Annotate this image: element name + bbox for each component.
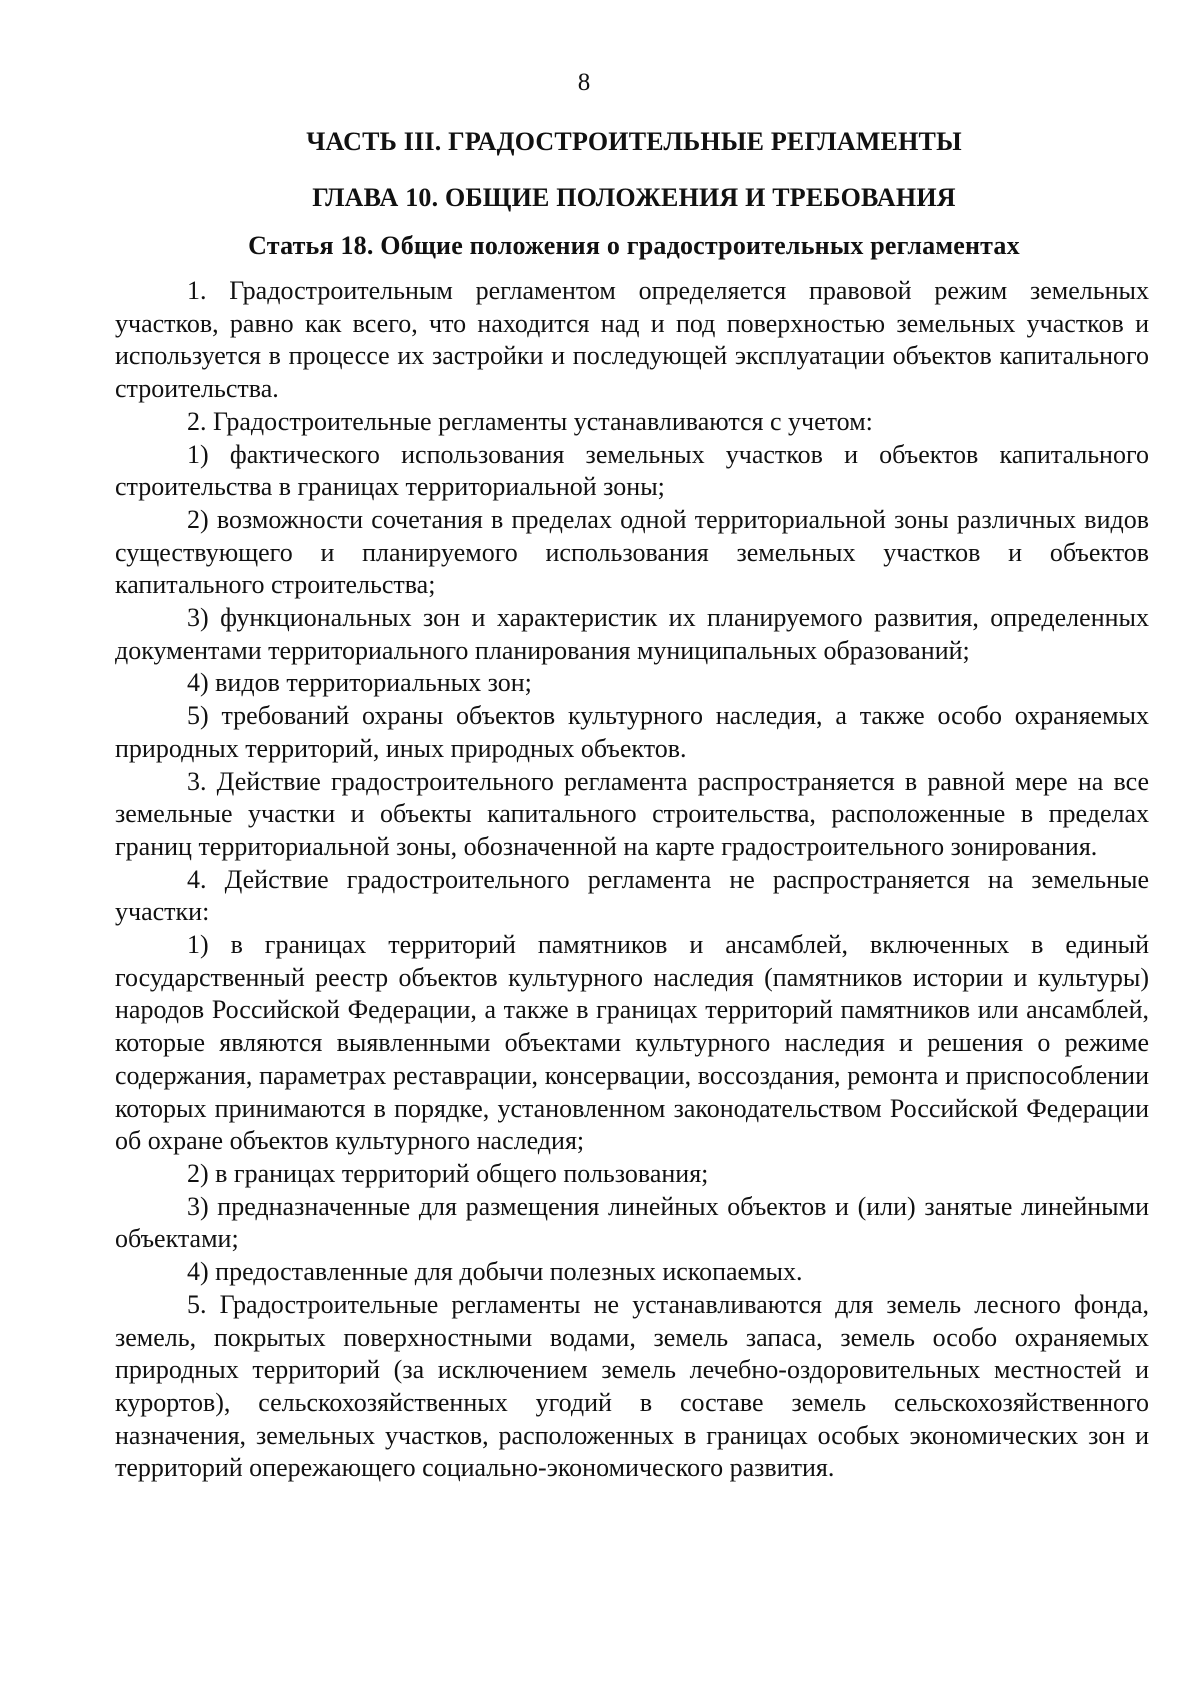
paragraph-4-item-1: 1) в границах территорий памятников и ансамблей, включенных в единый государственный реестр объектов культурного наследия (памятников истории и культуры) народов Российской Федерации, а также в границах территорий памятников или ансамблей, которые являются выявленными объектами культурного наследия и решения о режиме содержания, параметрах реставрации, консервации, воссоздания, ремонта и приспособлении которых принимаются в порядке, установленном законодательством Российской Федерации об охране объектов культурного наследия; (115, 930, 1149, 1156)
chapter-title: ГЛАВА 10. ОБЩИЕ ПОЛОЖЕНИЯ И ТРЕБОВАНИЯ (312, 183, 956, 212)
part-title: ЧАСТЬ III. ГРАДОСТРОИТЕЛЬНЫЕ РЕГЛАМЕНТЫ (306, 127, 962, 156)
paragraph-1: 1. Градостроительным регламентом определяется правовой режим земельных участков, равно как всего, что находится над и под поверхностью земельных участков и используется в процессе их застройки и последующей эксплуатации объектов капитального строительства. (115, 276, 1149, 404)
article-title: Статья 18. Общие положения о градостроительных регламентах (248, 231, 1020, 260)
paragraph-2-item-5: 5) требований охраны объектов культурного наследия, а также особо охраняемых природных территорий, иных природных объектов. (115, 701, 1149, 763)
paragraph-2-item-4: 4) видов территориальных зон; (187, 668, 532, 698)
page-number: 8 (577, 69, 591, 96)
paragraph-2: 2. Градостроительные регламенты устанавливаются с учетом: (187, 406, 873, 436)
paragraph-4-item-3: 3) предназначенные для размещения линейных объектов и (или) занятые линейными объектами; (115, 1191, 1149, 1254)
paragraph-4-item-4: 4) предоставленные для добычи полезных ископаемых. (187, 1257, 803, 1287)
paragraph-3: 3. Действие градостроительного регламента распространяется в равной мере на все земельные участки и объекты капитального строительства, расположенные в пределах границ территориальной зоны, обозначенной на карте градостроительного зонирования. (115, 766, 1149, 861)
paragraph-2-item-1: 1) фактического использования земельных участков и объектов капитального строительства в границах территориальной зоны; (115, 439, 1149, 502)
paragraph-4-item-2: 2) в границах территорий общего пользования; (187, 1158, 709, 1188)
paragraph-4: 4. Действие градостроительного регламента не распространяется на земельные участки: (115, 864, 1149, 927)
paragraph-2-item-2: 2) возможности сочетания в пределах одной территориальной зоны различных видов существующего и планируемого использования земельных участков и объектов капитального строительства; (115, 504, 1149, 600)
article-body (115, 275, 1149, 1485)
paragraph-2-item-3: 3) функциональных зон и характеристик их планируемого развития, определенных документами территориального планирования муниципальных образований; (115, 603, 1149, 665)
paragraph-5: 5. Градостроительные регламенты не устанавливаются для земель лесного фонда, земель, покрытых поверхностными водами, земель запаса, земель особо охраняемых природных территорий (за исключением земель лечебно-оздоровительных местностей и курортов), сельскохозяйственных угодий в составе земель сельскохозяйственного назначения, земельных участков, расположенных в границах особых экономических зон и территорий опережающего социально-экономического развития. (115, 1289, 1149, 1483)
